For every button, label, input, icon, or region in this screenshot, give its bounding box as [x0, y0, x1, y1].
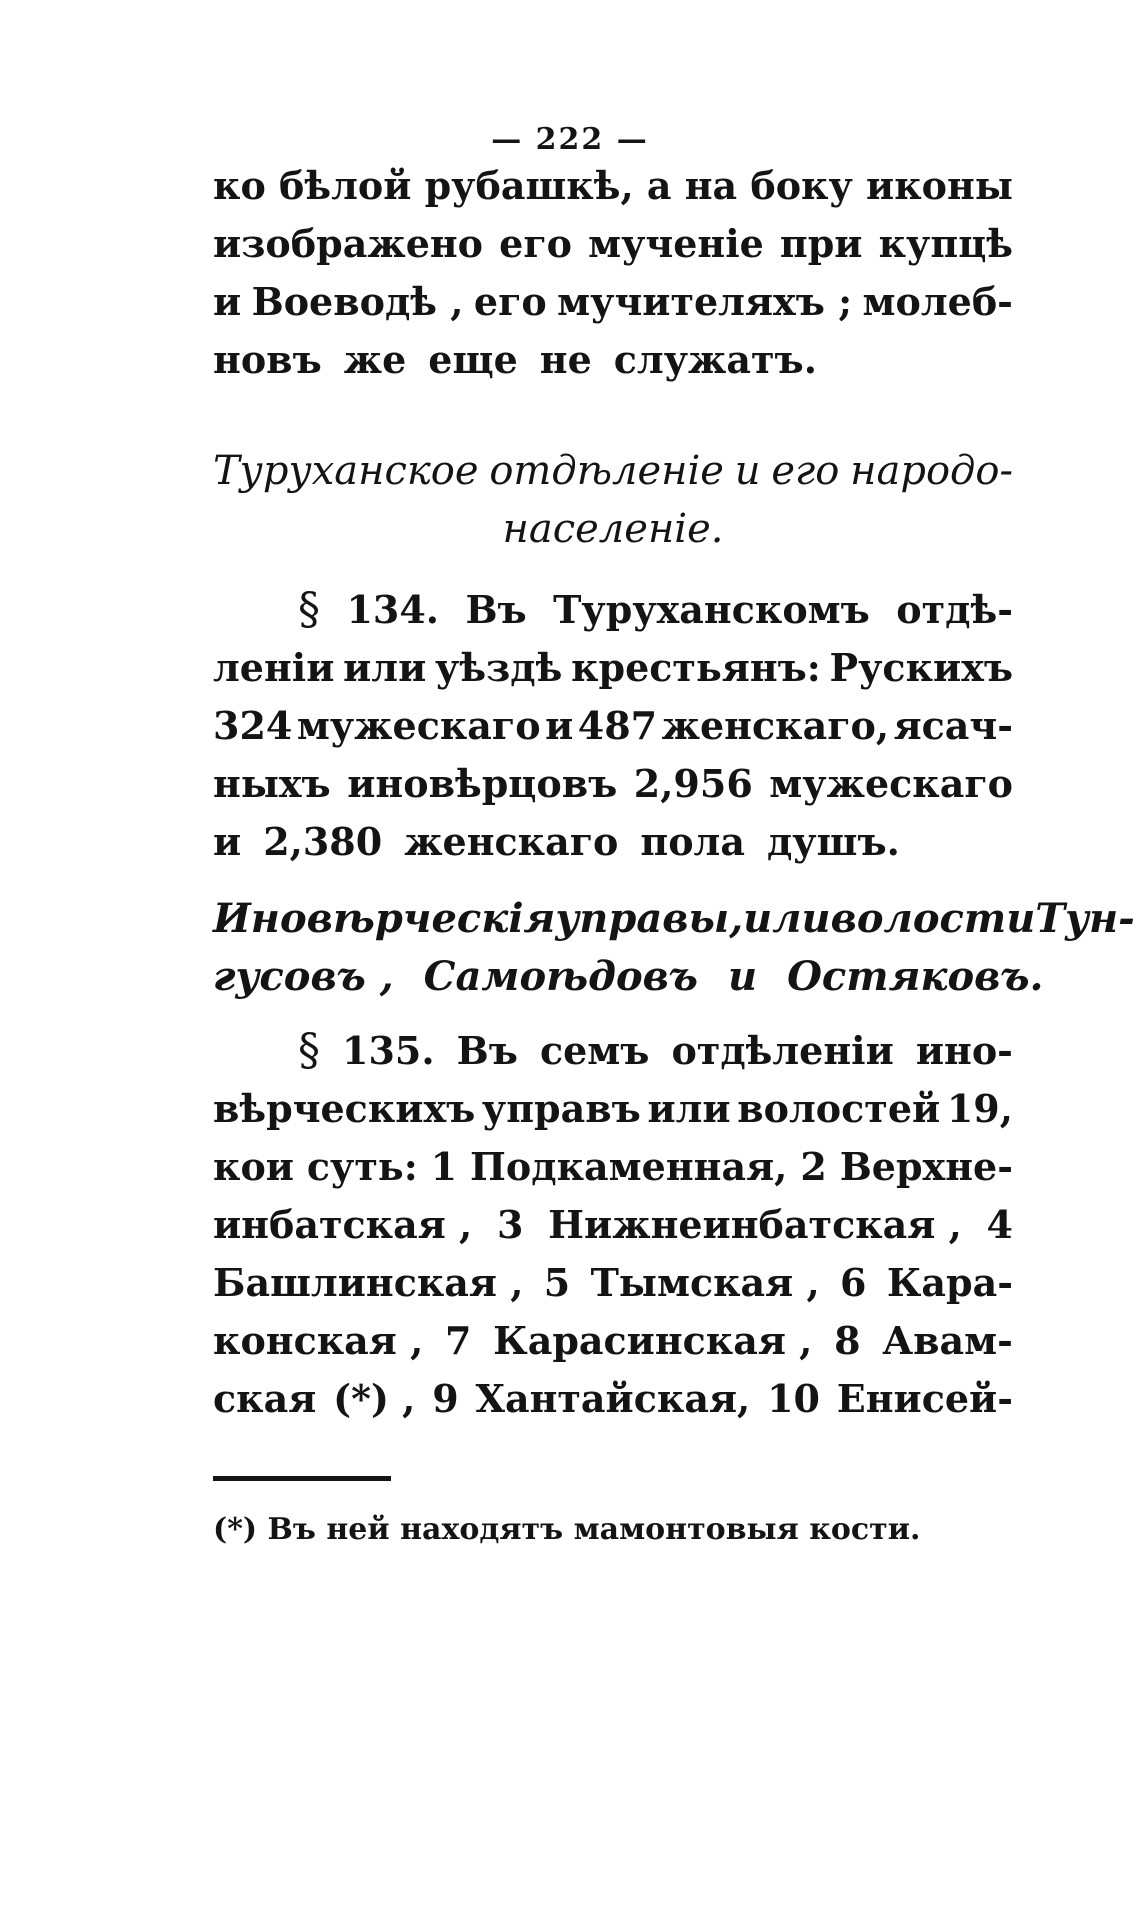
word: 8: [834, 1318, 861, 1363]
word: женскаго: [404, 819, 619, 864]
word: новъ: [213, 337, 322, 382]
word: отдѣленіи: [671, 1028, 894, 1073]
section-sign: §: [298, 1025, 320, 1076]
word: 2: [800, 1144, 827, 1189]
paragraph-134: [213, 581, 1013, 871]
text-line: [213, 1080, 1013, 1138]
word: 10: [767, 1376, 820, 1421]
word: гусовъ ,: [213, 953, 394, 1000]
word: Воеводѣ ,: [251, 279, 464, 324]
word: и: [727, 953, 758, 1000]
text-line: [213, 1312, 1013, 1370]
word: 3: [496, 1202, 524, 1247]
word: его: [473, 279, 547, 324]
section-number: 134.: [346, 587, 439, 632]
word: иновѣрцовъ: [347, 761, 618, 806]
word: и: [213, 819, 242, 864]
text-line: [213, 1138, 1013, 1196]
word: Въ: [465, 587, 527, 632]
word: Остяковъ.: [787, 953, 1044, 1000]
word: женскаго,: [661, 703, 890, 748]
text-line: [213, 697, 1013, 755]
word: не: [539, 337, 592, 382]
word: кои: [213, 1144, 294, 1189]
footnote-divider: [213, 1476, 391, 1481]
word: и: [213, 279, 242, 324]
word: леніи: [213, 645, 335, 690]
word: 2,380: [263, 819, 383, 864]
word: крестьянъ:: [571, 645, 821, 690]
word: семъ: [539, 1028, 650, 1073]
word: Туруханскомъ: [553, 587, 870, 632]
word: мужескаго: [296, 703, 541, 748]
word: Туруханское: [213, 448, 479, 494]
word: отдѣленіе: [489, 448, 724, 494]
word: 1: [430, 1144, 458, 1189]
text-line: [213, 273, 1013, 331]
text-line: [213, 157, 1013, 215]
word: при: [779, 221, 863, 266]
word: управъ: [481, 1086, 641, 1131]
word: 7: [445, 1318, 472, 1363]
text-line: [213, 581, 1013, 639]
word: рубашкѣ,: [424, 163, 634, 208]
word: служатъ.: [613, 337, 817, 382]
word: ныхъ: [213, 761, 331, 806]
word: или: [647, 1086, 731, 1131]
word: суть:: [306, 1144, 418, 1189]
word: 2,956: [633, 761, 753, 806]
word: Нижнеинбатская ,: [548, 1202, 962, 1247]
section-heading-inovercheskie: [213, 890, 1135, 1006]
word: его: [771, 448, 840, 494]
word: боку: [750, 163, 853, 208]
text-line: [213, 1370, 1013, 1428]
text-line: [213, 1196, 1013, 1254]
word: (*) ,: [333, 1376, 416, 1421]
text-line: [213, 215, 1013, 273]
word: Иновѣрческія: [213, 895, 556, 942]
word: уѣздѣ: [435, 645, 563, 690]
word: Самоѣдовъ: [423, 953, 698, 1000]
word: Верхне-: [839, 1144, 1013, 1189]
word: мужескаго: [769, 761, 1013, 806]
word: еще: [428, 337, 518, 382]
word: или: [343, 645, 427, 690]
word: конская ,: [213, 1318, 424, 1363]
word: волостей: [737, 1086, 941, 1131]
word: мученіе: [588, 221, 764, 266]
word: душъ.: [766, 819, 900, 864]
word: вѣрческихъ: [213, 1086, 476, 1131]
word: Тымская ,: [590, 1260, 820, 1305]
word: а: [646, 163, 672, 208]
word: инбатская ,: [213, 1202, 473, 1247]
word: его: [499, 221, 572, 266]
word: Хантайская,: [475, 1376, 751, 1421]
word: пола: [640, 819, 745, 864]
paragraph-135: [213, 1022, 1013, 1428]
text-line: [213, 639, 1013, 697]
page-number: — 222 —: [491, 122, 649, 157]
word: Енисей-: [836, 1376, 1013, 1421]
word: иконы: [866, 163, 1013, 208]
word: 6: [840, 1260, 867, 1305]
word: Рускихъ: [829, 645, 1013, 690]
word: 487: [577, 703, 658, 748]
word: и: [545, 703, 574, 748]
word: Подкаменная,: [470, 1144, 788, 1189]
section-sign: §: [298, 584, 320, 635]
word: Тун-: [1035, 895, 1135, 942]
word: 5: [543, 1260, 571, 1305]
word: купцѣ: [878, 221, 1013, 266]
text-line: [213, 1022, 1013, 1080]
section-number: 135.: [342, 1028, 435, 1073]
text-line: [213, 813, 1013, 871]
word: мучителяхъ ;: [557, 279, 853, 324]
word: 324: [213, 703, 293, 748]
word: волости: [830, 895, 1036, 942]
word: изображено: [213, 221, 484, 266]
word: ко: [213, 163, 266, 208]
word: Кара-: [886, 1260, 1013, 1305]
word: 19,: [946, 1086, 1013, 1131]
word: и: [734, 448, 761, 494]
text-line: [213, 331, 1013, 389]
word: Башлинская ,: [213, 1260, 524, 1305]
text-line: [213, 1254, 1013, 1312]
paragraph-continuation: [213, 157, 1013, 389]
word: же: [343, 337, 407, 382]
word: 9: [432, 1376, 459, 1421]
word: бѣлой: [279, 163, 412, 208]
word: молеб-: [862, 279, 1013, 324]
heading-line: [213, 500, 1013, 558]
word: на: [684, 163, 738, 208]
word: народо-: [850, 448, 1013, 494]
word: населеніе.: [502, 506, 724, 552]
section-heading-turukhansk: [213, 442, 1013, 558]
word: ская: [213, 1376, 317, 1421]
word: 4: [986, 1202, 1013, 1247]
text-line: [213, 755, 1013, 813]
heading-line: [213, 890, 1135, 948]
word: ясач-: [893, 703, 1013, 748]
word: Въ: [456, 1028, 518, 1073]
heading-line: [213, 442, 1013, 500]
word: отдѣ-: [896, 587, 1013, 632]
word: или: [743, 895, 831, 942]
word: управы,: [555, 895, 744, 942]
footnote: (*) Въ ней находятъ мамонтовыя кости.: [213, 1512, 921, 1547]
word: Авам-: [882, 1318, 1013, 1363]
word: Карасинская ,: [493, 1318, 813, 1363]
word: ино-: [915, 1028, 1013, 1073]
heading-line: [213, 948, 1044, 1006]
